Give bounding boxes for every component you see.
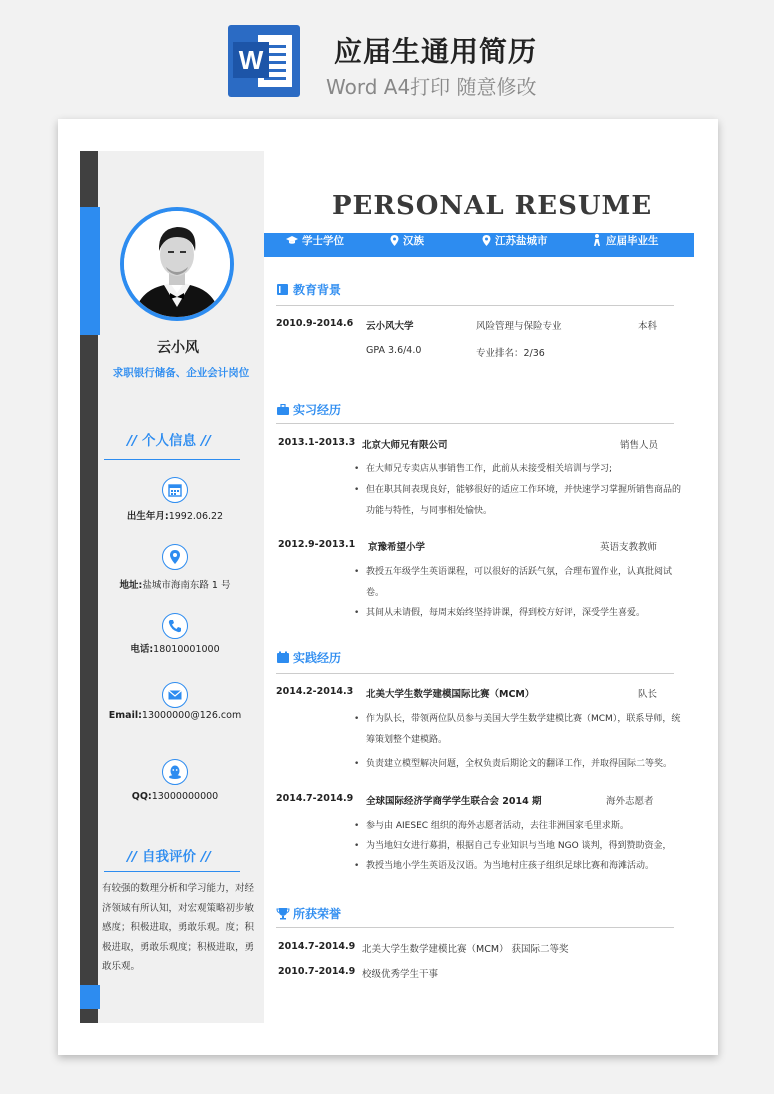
list-item: • 在大师兄专卖店从事销售工作，此前从未接受相关培训与学习; <box>354 459 684 480</box>
email-icon <box>162 682 188 708</box>
honors-heading: 所获荣誉 <box>276 905 341 922</box>
practice-org: 北美大学生数学建模国际比赛（MCM） <box>366 689 535 700</box>
practice-date: 2014.7-2014.9 <box>276 793 354 804</box>
education-school: 云小风大学 <box>366 321 414 332</box>
honor-date: 2014.7-2014.9 <box>278 941 356 952</box>
banner-title: 应届生通用简历 <box>334 35 538 68</box>
internship-org: 京豫希望小学 <box>368 542 426 553</box>
sidebar-accent-bottom <box>80 985 100 1009</box>
address-info: 地址:盐城市海南东路 1 号 <box>119 580 231 591</box>
divider <box>104 871 240 872</box>
email-info: Email:13000000@126.com <box>108 710 242 721</box>
list-item: • 其间从未请假，每周末始终坚持讲课，得到校方好评，深受学生喜爱。 <box>354 603 684 624</box>
practice-role: 海外志愿者 <box>606 796 654 807</box>
practice-date: 2014.2-2014.3 <box>276 686 354 697</box>
phone-info: 电话:18010001000 <box>130 644 220 655</box>
list-item: • 但在职其间表现良好，能够很好的适应工作环境，并快速学习掌握所销售商品的功能与特性，与同事相处愉快。 <box>354 480 684 521</box>
location-icon <box>390 235 399 246</box>
practice-heading: 实践经历 <box>276 649 341 666</box>
list-item: • 为当地妇女进行募捐，根据自己专业知识与当地 NGO 谈判，得到赞助资金， <box>354 836 684 857</box>
list-item: • 作为队长，带领两位队员参与美国大学生数学建模比赛（MCM），联系导师，统筹策划整个建模路。 <box>354 709 684 750</box>
personal-info-heading: // 个人信息 // <box>127 433 211 449</box>
person-icon <box>592 234 602 246</box>
qq-icon <box>162 759 188 785</box>
divider <box>104 459 240 460</box>
list-item: • 负责建立模型解决问题，全权负责后期论文的翻译工作，并取得国际二等奖。 <box>354 754 684 775</box>
avatar <box>120 207 234 321</box>
honor-text: 北美大学生数学建模比赛（MCM） 获国际二等奖 <box>362 944 569 955</box>
internship-date: 2013.1-2013.3 <box>278 437 356 448</box>
book-icon <box>276 283 290 296</box>
practice-role: 队长 <box>638 689 658 700</box>
location-icon <box>482 235 491 246</box>
education-major: 风险管理与保险专业 <box>476 321 562 332</box>
education-degree: 本科 <box>638 321 658 332</box>
education-gpa: GPA 3.6/4.0 <box>366 345 422 356</box>
self-evaluation-text: 有较强的数理分析和学习能力，对经济领域有所认知，对宏观策略初步敏感度；积极进取，勇敢乐观。度；积极进取，勇敢乐观度；积极进取，勇敢乐观。 <box>102 883 255 972</box>
band-ethnicity: 汉族 <box>390 233 424 257</box>
list-item: • 教授当地小学生英语及汉语。为当地村庄孩子组织足球比赛和海滩活动。 <box>354 856 684 877</box>
band-degree: 学士学位 <box>286 233 344 257</box>
candidate-name: 云小风 <box>157 340 199 356</box>
honor-text: 校级优秀学生干事 <box>362 969 439 980</box>
divider <box>276 673 674 674</box>
divider <box>276 305 674 306</box>
education-rank: 专业排名：2/36 <box>476 348 545 359</box>
qq-info: QQ:13000000000 <box>131 791 219 802</box>
honor-date: 2010.7-2014.9 <box>278 966 356 977</box>
basic-info-band <box>264 233 694 257</box>
clipboard-icon <box>276 651 290 664</box>
list-item: • 参与由 AIESEC 组织的海外志愿者活动，去往非洲国家毛里求斯。 <box>354 816 684 837</box>
sidebar-accent-top <box>80 207 100 335</box>
birthdate-info: 出生年月:1992.06.22 <box>126 511 224 522</box>
graduation-cap-icon <box>286 235 298 245</box>
internship-role: 英语支教教师 <box>600 542 658 553</box>
internship-heading: 实习经历 <box>276 401 341 418</box>
internship-date: 2012.9-2013.1 <box>278 539 356 550</box>
calendar-icon <box>162 477 188 503</box>
self-evaluation-heading: // 自我评价 // <box>127 849 211 865</box>
resume-page <box>58 119 718 1055</box>
band-hometown: 江苏盐城市 <box>482 233 548 257</box>
divider <box>276 423 674 424</box>
list-item: • 教授五年级学生英语课程，可以很好的活跃气氛，合理布置作业，认真批阅试卷。 <box>354 562 684 603</box>
band-status: 应届毕业生 <box>592 233 659 257</box>
education-date: 2010.9-2014.6 <box>276 318 354 329</box>
trophy-icon <box>276 907 290 920</box>
word-icon <box>228 25 300 97</box>
job-target: 求职银行储备、企业会计岗位 <box>112 367 250 379</box>
internship-org: 北京大师兄有限公司 <box>362 440 448 451</box>
phone-icon <box>162 613 188 639</box>
divider <box>276 927 674 928</box>
banner-subtitle: Word A4打印 随意修改 <box>326 75 537 99</box>
internship-role: 销售人员 <box>620 440 659 451</box>
briefcase-icon <box>276 404 290 416</box>
practice-org: 全球国际经济学商学学生联合会 2014 期 <box>366 796 542 807</box>
word-letter: W <box>233 42 269 78</box>
education-heading: 教育背景 <box>276 281 341 298</box>
header-banner <box>0 0 774 118</box>
location-icon <box>162 544 188 570</box>
resume-title: PERSONAL RESUME <box>332 191 653 221</box>
